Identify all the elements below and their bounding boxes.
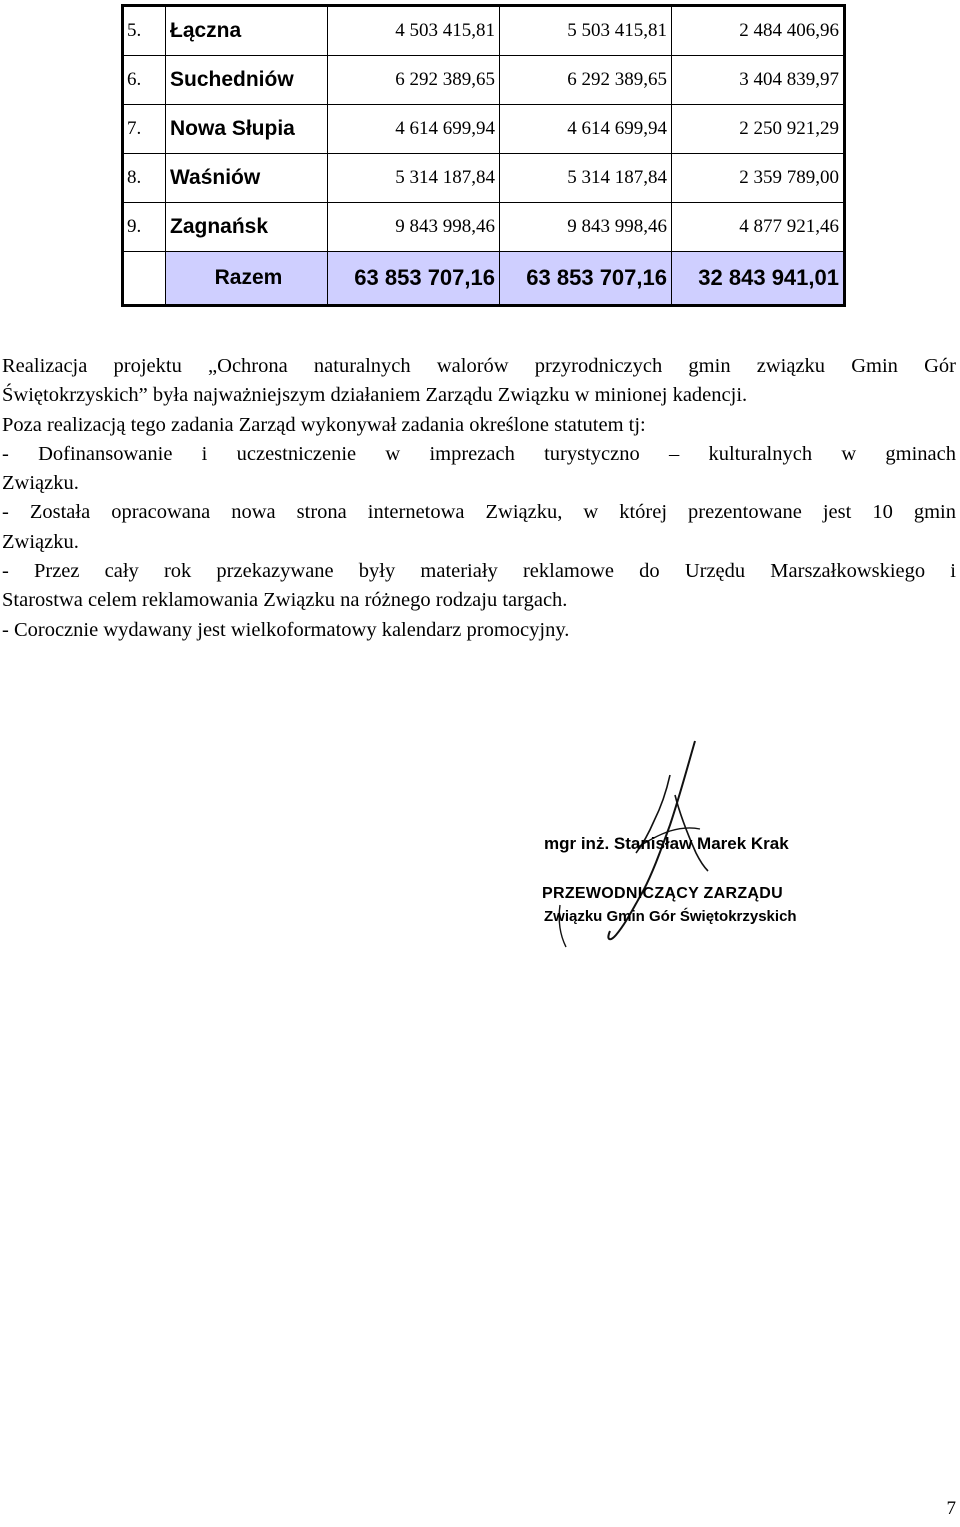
value-col-3: 4 877 921,46 — [672, 203, 845, 252]
signature-organization: Związku Gmin Gór Świętokrzyskich — [544, 908, 797, 925]
value-col-2: 9 843 998,46 — [500, 203, 672, 252]
table-row — [123, 56, 845, 105]
municipality-name: Nowa Słupia — [166, 105, 328, 154]
text-line: - Dofinansowanie i uczestniczenie w imprezach turystyczno – kulturalnych w gminach — [2, 442, 956, 465]
text-line: Realizacja projektu „Ochrona naturalnych walorów przyrodniczych gmin związku Gmin Gór — [2, 355, 956, 377]
value-col-3: 2 359 789,00 — [672, 154, 845, 203]
text-line: Starostwa celem reklamowania Związku na różnego rodzaju targach. — [2, 589, 568, 612]
total-value-1: 63 853 707,16 — [328, 252, 500, 306]
municipality-name: Suchedniów — [166, 56, 328, 105]
total-label: Razem — [166, 252, 328, 306]
table-body — [123, 6, 845, 306]
text-line: Związku. — [2, 472, 79, 495]
row-number: 5. — [123, 6, 166, 56]
row-number: 9. — [123, 203, 166, 252]
text-line: Poza realizacją tego zadania Zarząd wykonywał zadania określone statutem tj: — [2, 413, 646, 436]
value-col-3: 3 404 839,97 — [672, 56, 845, 105]
financial-table — [121, 4, 846, 307]
table-total-row — [123, 252, 845, 306]
text-line: - Przez cały rok przekazywane były materiały reklamowe do Urzędu Marszałkowskiego i — [2, 560, 956, 583]
table-row — [123, 6, 845, 56]
report-text — [2, 352, 956, 645]
value-col-2: 5 503 415,81 — [500, 6, 672, 56]
value-col-1: 6 292 389,65 — [328, 56, 500, 105]
municipality-name: Zagnańsk — [166, 203, 328, 252]
row-number: 8. — [123, 154, 166, 203]
total-empty-cell — [123, 252, 166, 306]
row-number: 6. — [123, 56, 166, 105]
value-col-3: 2 250 921,29 — [672, 105, 845, 154]
signature-block — [530, 735, 830, 965]
municipality-name: Łączna — [166, 6, 328, 56]
text-line: Związku. — [2, 530, 79, 553]
value-col-2: 6 292 389,65 — [500, 56, 672, 105]
table-row — [123, 105, 845, 154]
municipality-name: Waśniów — [166, 154, 328, 203]
signature-name: mgr inż. Stanisław Marek Krak — [544, 834, 789, 853]
value-col-1: 9 843 998,46 — [328, 203, 500, 252]
page-number: 7 — [946, 1498, 956, 1519]
table-row — [123, 154, 845, 203]
total-value-3: 32 843 941,01 — [672, 252, 845, 306]
value-col-2: 4 614 699,94 — [500, 105, 672, 154]
text-line: Świętokrzyskich” była najważniejszym działaniem Zarządu Związku w minionej kadencji. — [2, 384, 748, 407]
total-value-2: 63 853 707,16 — [500, 252, 672, 306]
signature-title: PRZEWODNICZĄCY ZARZĄDU — [542, 885, 783, 902]
value-col-3: 2 484 406,96 — [672, 6, 845, 56]
table-row — [123, 203, 845, 252]
value-col-1: 5 314 187,84 — [328, 154, 500, 203]
row-number: 7. — [123, 105, 166, 154]
value-col-1: 4 503 415,81 — [328, 6, 500, 56]
text-line: - Została opracowana nowa strona internetowa Związku, w której prezentowane jest 10 gmin — [2, 501, 956, 524]
value-col-2: 5 314 187,84 — [500, 154, 672, 203]
value-col-1: 4 614 699,94 — [328, 105, 500, 154]
text-line: - Corocznie wydawany jest wielkoformatowy kalendarz promocyjny. — [2, 618, 570, 641]
